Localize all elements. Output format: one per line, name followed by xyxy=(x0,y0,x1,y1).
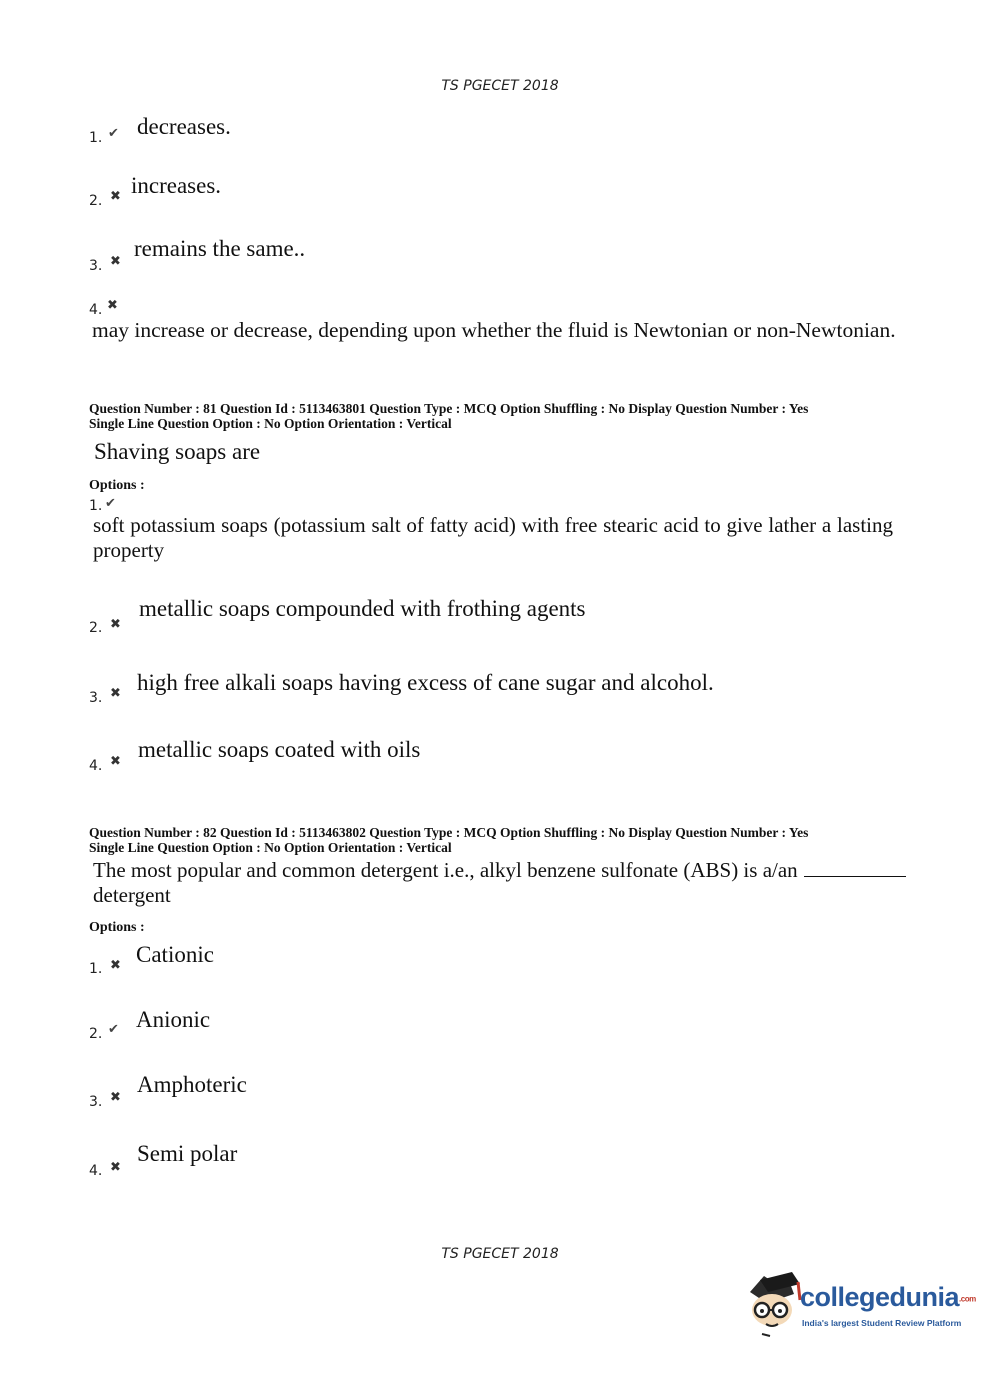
option-number: 3. xyxy=(89,258,103,274)
logo-tagline: India's largest Student Review Platform xyxy=(802,1318,962,1328)
wrong-cross-icon: ✖ xyxy=(110,1090,121,1105)
option-number: 2. xyxy=(89,193,103,209)
question-meta-line: Question Number : 82 Question Id : 5113463802 Question Type : MCQ Option Shuffling : No Display Question Number : Yes xyxy=(89,825,809,840)
option-number: 4. xyxy=(89,758,103,774)
wrong-cross-icon: ✖ xyxy=(110,617,121,632)
logo-suffix: .com xyxy=(959,1294,976,1304)
question-text: Shaving soaps are xyxy=(94,439,261,464)
question-meta xyxy=(89,825,808,855)
wrong-cross-icon: ✖ xyxy=(110,189,121,204)
wrong-cross-icon: ✖ xyxy=(110,254,121,269)
option-number: 1. xyxy=(89,498,103,514)
question-text-line: The most popular and common detergent i.e., alkyl benzene sulfonate (ABS) is a/an xyxy=(93,858,798,882)
correct-check-icon: ✔ xyxy=(105,496,116,511)
option-text: high free alkali soaps having excess of cane sugar and alcohol. xyxy=(137,670,714,695)
option-text: soft potassium soaps (potassium salt of fatty acid) with free stearic acid to give lather a lasting property xyxy=(93,513,893,562)
wrong-cross-icon: ✖ xyxy=(110,686,121,701)
question-meta-line: Question Number : 81 Question Id : 5113463801 Question Type : MCQ Option Shuffling : No Display Question Number : Yes xyxy=(89,401,809,416)
collegedunia-logo xyxy=(742,1270,976,1340)
page-header: TS PGECET 2018 xyxy=(441,78,559,94)
wrong-cross-icon: ✖ xyxy=(107,298,118,313)
question-text-line: detergent xyxy=(93,883,171,907)
option-text: metallic soaps compounded with frothing agents xyxy=(139,596,586,621)
correct-check-icon: ✔ xyxy=(108,126,119,141)
option-text: Anionic xyxy=(136,1007,211,1032)
option-text: may increase or decrease, depending upon whether the fluid is Newtonian or non-Newtonian. xyxy=(92,318,896,342)
question-meta xyxy=(89,401,808,431)
option-number: 2. xyxy=(89,1026,103,1042)
option-text: decreases. xyxy=(137,114,231,139)
options-label: Options : xyxy=(89,478,145,493)
option-text: metallic soaps coated with oils xyxy=(138,737,421,762)
wrong-cross-icon: ✖ xyxy=(110,754,121,769)
option-number: 4. xyxy=(89,1163,103,1179)
option-number: 2. xyxy=(89,620,103,636)
question-text xyxy=(93,858,906,908)
question-meta-line: Single Line Question Option : No Option Orientation : Vertical xyxy=(89,416,452,431)
option-number: 3. xyxy=(89,1094,103,1110)
page-footer: TS PGECET 2018 xyxy=(441,1246,559,1262)
wrong-cross-icon: ✖ xyxy=(110,1160,121,1175)
option-text: remains the same.. xyxy=(134,236,306,261)
correct-check-icon: ✔ xyxy=(108,1022,119,1037)
option-number: 3. xyxy=(89,690,103,706)
option-text: Semi polar xyxy=(137,1141,238,1166)
option-text: Cationic xyxy=(136,942,214,967)
option-text: Amphoteric xyxy=(137,1072,247,1097)
option-number: 1. xyxy=(89,130,103,146)
option-text: increases. xyxy=(131,173,222,198)
option-number: 1. xyxy=(89,961,103,977)
options-label: Options : xyxy=(89,920,145,935)
logo-brand: collegedunia xyxy=(800,1282,960,1312)
option-number: 4. xyxy=(89,302,103,318)
question-meta-line: Single Line Question Option : No Option Orientation : Vertical xyxy=(89,840,452,855)
answer-blank xyxy=(804,876,906,877)
wrong-cross-icon: ✖ xyxy=(110,958,121,973)
mascot-icon xyxy=(742,1270,802,1340)
